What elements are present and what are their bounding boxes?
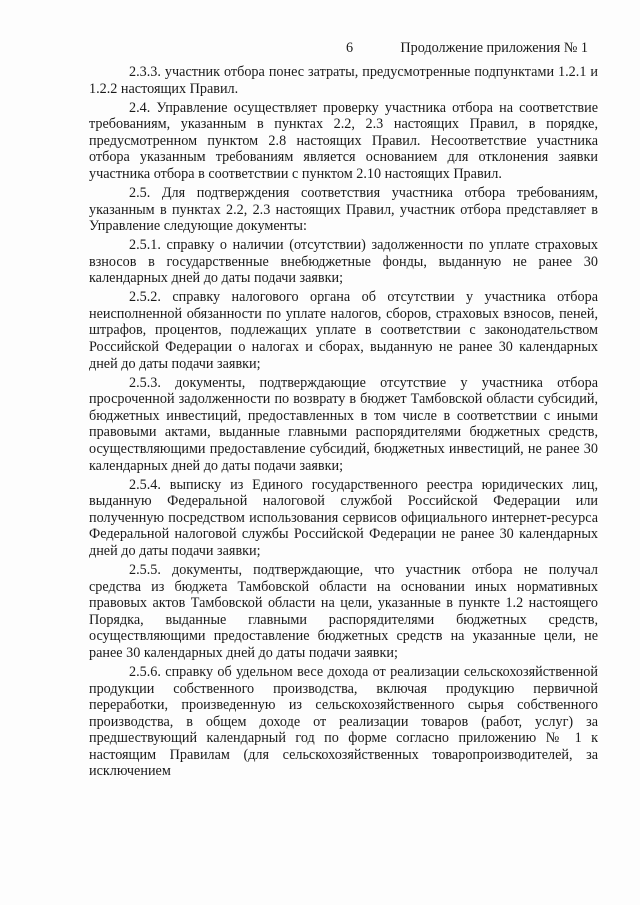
appendix-continuation-title: Продолжение приложения № 1 bbox=[400, 40, 588, 56]
page-number: 6 bbox=[346, 40, 354, 56]
paragraph-2-5-2: 2.5.2. справку налогового органа об отсутствии у участника отбора неисполненной обязанности по уплате налогов, сборов, страховых взносов, пеней, штрафов, процентов, подлежащих уплате в соответствии с законодательством Российской Федерации о налогах и сборах, выданную не ранее 30 календарных дней до даты подачи заявки; bbox=[89, 289, 598, 372]
paragraph-2-5-6: 2.5.6. справку об удельном весе дохода от реализации сельскохозяйственной продукции собственного производства, включая продукцию первичной переработки, произведенную из сельскохозяйственного сырья собственного производства, в общем доходе от реализации товаров (работ, услуг) за предшествующий календарный год по форме согласно приложению № 1 к настоящим Правилам (для сельскохозяйственных товаропроизводителей, за исключением bbox=[89, 663, 598, 780]
paragraph-2-5-1: 2.5.1. справку о наличии (отсутствии) задолженности по уплате страховых взносов в государственные внебюджетные фонды, выданную не ранее 30 календарных дней до даты подачи заявки; bbox=[89, 237, 598, 287]
paragraph-2-5: 2.5. Для подтверждения соответствия участника отбора требованиям, указанным в пунктах 2.2, 2.3 настоящих Правил, участник отбора представляет в Управление следующие документы: bbox=[89, 184, 598, 235]
paragraph-2-3-3: 2.3.3. участник отбора понес затраты, предусмотренные подпунктами 1.2.1 и 1.2.2 настоящих Правил. bbox=[89, 64, 598, 97]
paragraph-2-5-5: 2.5.5. документы, подтверждающие, что участник отбора не получал средства из бюджета Тамбовской области на основании иных нормативных правовых актов Тамбовской области на цели, указанные в пункте 1.2 настоящего Порядка, выданные главными распорядителями бюджетных средств, осуществляющими предоставление бюджетных средств на указанные цели, не ранее 30 календарных дней до даты подачи заявки; bbox=[89, 561, 598, 661]
paragraph-2-5-3: 2.5.3. документы, подтверждающие отсутствие у участника отбора просроченной задолженности по возврату в бюджет Тамбовской области субсидий, бюджетных инвестиций, предоставленных в том числе в соответствии с иными правовыми актами, выданные главными распорядителями бюджетных средств, осуществляющими предоставление субсидий, бюджетных инвестиций, не ранее 30 календарных дней до даты подачи заявки; bbox=[89, 374, 598, 474]
page-header bbox=[90, 39, 588, 57]
paragraph-2-5-4: 2.5.4. выписку из Единого государственного реестра юридических лиц, выданную Федеральной налоговой службой Российской Федерации или полученную посредством использования сервисов официального интернет-ресурса Федеральной налоговой службы Российской Федерации не ранее 30 календарных дней до даты подачи заявки; bbox=[89, 476, 598, 559]
paragraph-2-4: 2.4. Управление осуществляет проверку участника отбора на соответствие требованиям, указанным в пунктах 2.2, 2.3 настоящих Правил, в порядке, предусмотренном пунктом 2.8 настоящих Правил. Несоответствие участника отбора указанным требованиям является основанием для отклонения заявки участника отбора в соответствии с пунктом 2.10 настоящих Правил. bbox=[89, 99, 598, 182]
document-body bbox=[89, 64, 598, 782]
